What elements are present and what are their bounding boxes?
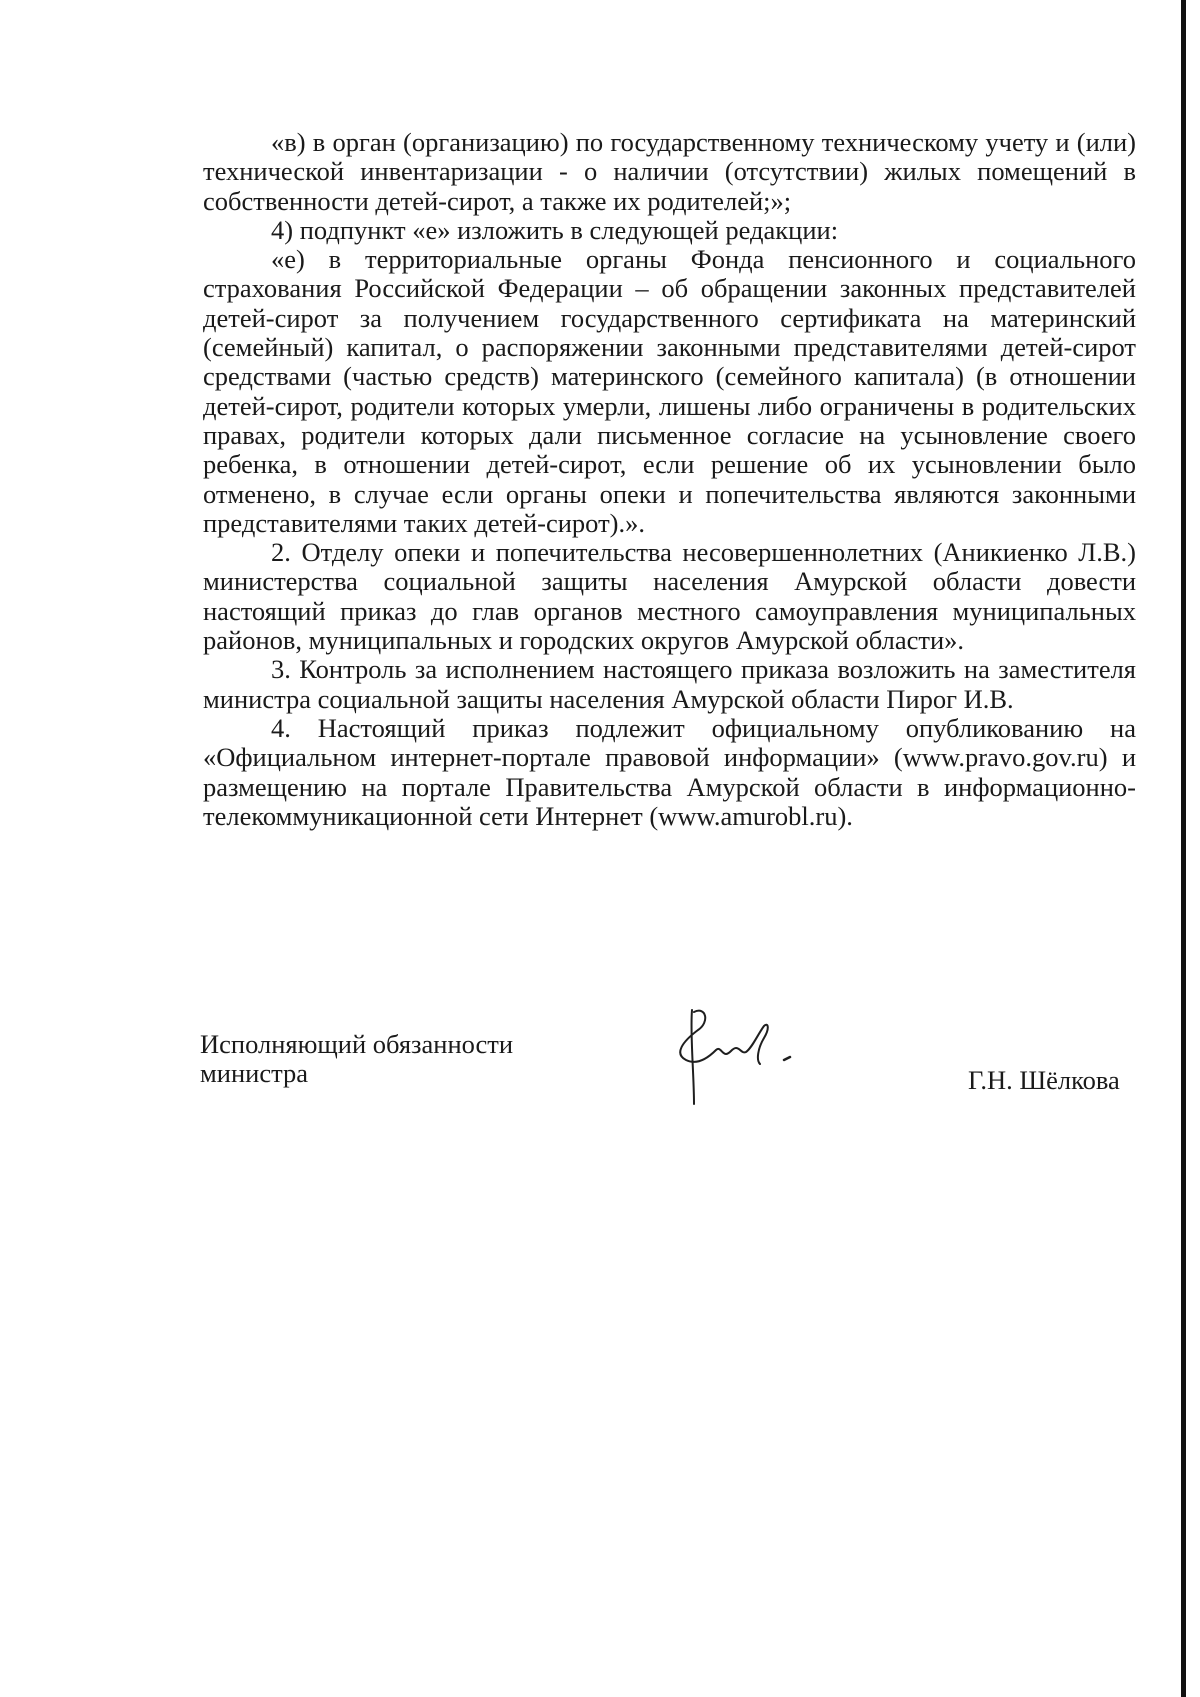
paragraph-section-3: 3. Контроль за исполнением настоящего приказа возложить на заместителя министра социальной защиты населения Амурской области Пирог И.В. — [203, 654, 1136, 714]
signatory-title-line-2: министра — [200, 1058, 308, 1089]
signatory-title — [200, 1030, 513, 1089]
document-body — [203, 128, 1136, 831]
scan-edge-shadow — [1181, 0, 1186, 1697]
paragraph-item-4: 4) подпункт «е» изложить в следующей редакции: — [271, 214, 839, 245]
paragraph-subitem-v: «в) в орган (организацию) по государственному техническому учету и (или) технической инвентаризации - о наличии (отсутствии) жилых помещений в собственности детей-сирот, а также их родителей;»; — [203, 127, 1136, 216]
paragraph-section-4: 4. Настоящий приказ подлежит официальному опубликованию на «Официальном интернет-портале правовой информации» (www.pravo.gov.ru) и размещению на портале Правительства Амурской области в информационно-телекоммуникационной сети Интернет (www.amurobl.ru). — [203, 712, 1136, 831]
paragraph-subitem-e: «е) в территориальные органы Фонда пенсионного и социального страхования Российской Федерации – об обращении законных представителей детей-сирот за получением государственного сертификата на материнский (семейный) капитал, о распоряжении законными представителями детей-сирот средствами (частью средств) материнского (семейного капитала) (в отношении детей-сирот, родители которых умерли, лишены либо ограничены в родительских правах, родители которых дали письменное согласие на усыновление своего ребенка, в отношении детей-сирот, если решение об их усыновлении было отменено, в случае если органы опеки и попечительства являются законными представителями таких детей-сирот).». — [203, 244, 1136, 538]
paragraph-section-2: 2. Отделу опеки и попечительства несовершеннолетних (Аникиенко Л.В.) министерства социальной защиты населения Амурской области довести настоящий приказ до глав органов местного самоуправления муниципальных районов, муниципальных и городских округов Амурской области». — [203, 537, 1136, 656]
signatory-title-line-1: Исполняющий обязанности — [200, 1029, 514, 1059]
handwritten-signature — [660, 1004, 830, 1108]
signatory-name: Г.Н. Шёлкова — [968, 1065, 1120, 1095]
